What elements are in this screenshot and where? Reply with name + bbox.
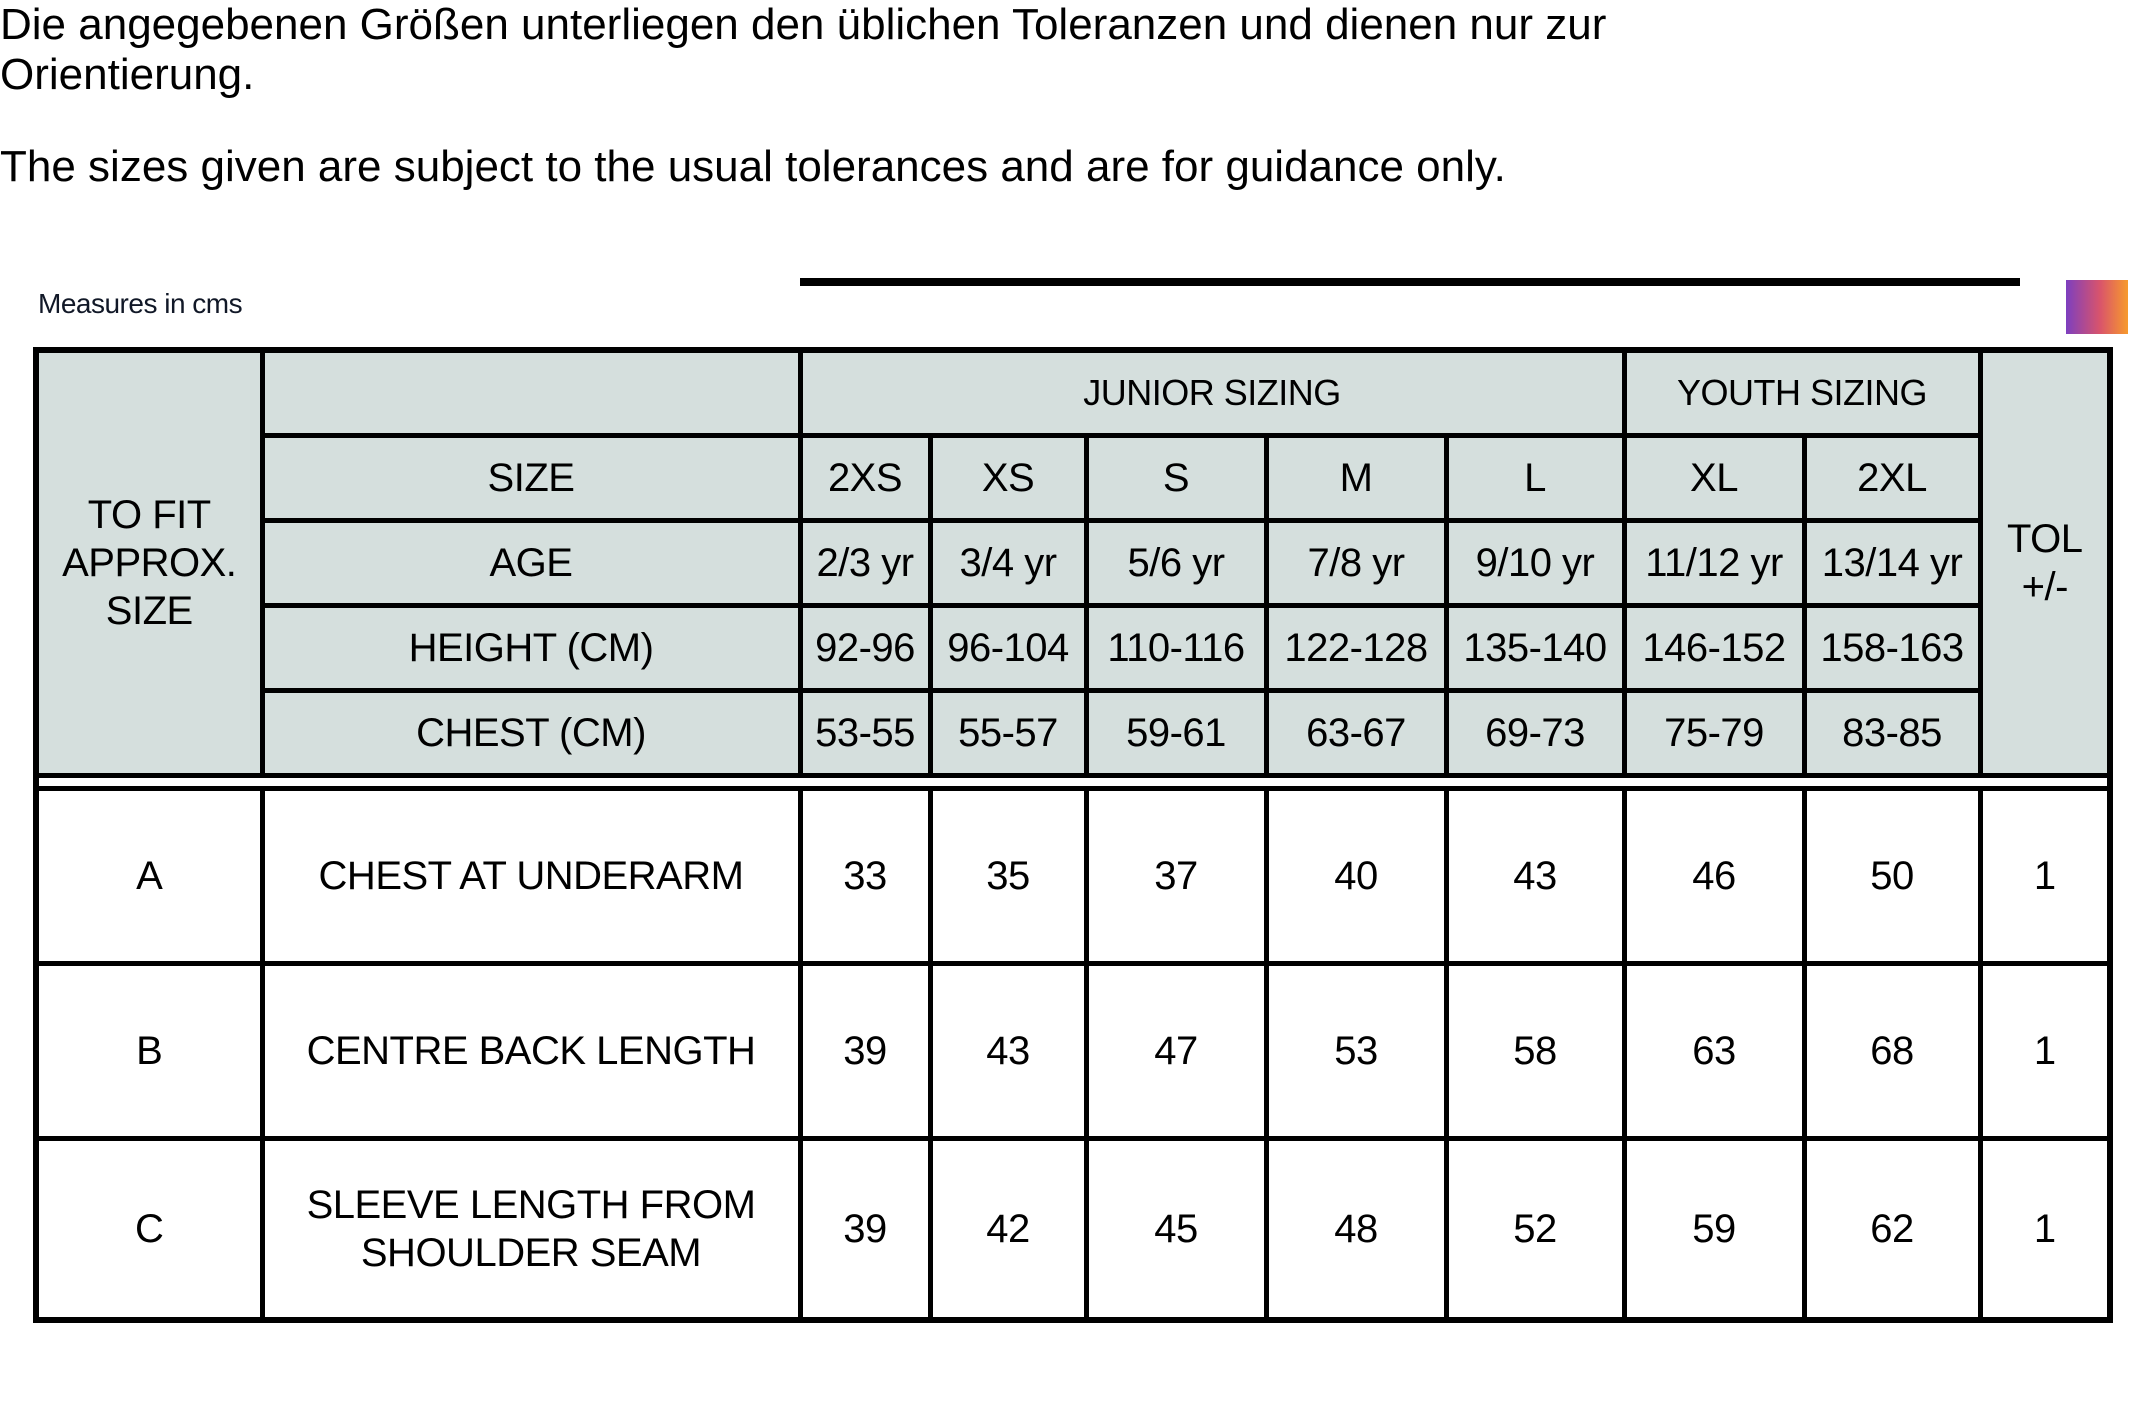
- measurement-cell: 68: [1804, 964, 1980, 1139]
- table-row: [36, 789, 2110, 964]
- height-cell: 158-163: [1804, 606, 1980, 691]
- row-code: C: [36, 1139, 262, 1321]
- age-row: [36, 521, 2110, 606]
- size-cell: 2XS: [800, 436, 930, 521]
- size-row: [36, 436, 2110, 521]
- table-row: [36, 964, 2110, 1139]
- measurement-cell: 52: [1446, 1139, 1624, 1321]
- height-row: [36, 606, 2110, 691]
- chest-row: [36, 691, 2110, 776]
- table-row: [36, 1139, 2110, 1321]
- measurement-cell: 58: [1446, 964, 1624, 1139]
- height-cell: 122-128: [1266, 606, 1446, 691]
- size-table: [33, 347, 2113, 1323]
- measures-label: Measures in cms: [38, 288, 243, 319]
- header-row-groups: [36, 350, 2110, 436]
- brand-swatch: [2066, 280, 2128, 334]
- intro-text-en: The sizes given are subject to the usual tolerances and are for guidance only.: [0, 142, 1506, 191]
- age-cell: 11/12 yr: [1624, 521, 1804, 606]
- size-cell: L: [1446, 436, 1624, 521]
- age-cell: 5/6 yr: [1086, 521, 1266, 606]
- to-fit-label: TO FIT APPROX. SIZE: [36, 350, 262, 776]
- intro-text: [0, 0, 1800, 192]
- measurement-cell: 35: [930, 789, 1086, 964]
- measurement-cell: 39: [800, 1139, 930, 1321]
- measurement-cell: 43: [1446, 789, 1624, 964]
- age-cell: 2/3 yr: [800, 521, 930, 606]
- row-description: CHEST AT UNDERARM: [262, 789, 800, 964]
- measurement-cell: 50: [1804, 789, 1980, 964]
- measurement-cell: 48: [1266, 1139, 1446, 1321]
- chest-cell: 69-73: [1446, 691, 1624, 776]
- measurement-cell: 43: [930, 964, 1086, 1139]
- measurement-cell: 40: [1266, 789, 1446, 964]
- tolerance-cell: 1: [1980, 789, 2110, 964]
- intro-text-de: Die angegebenen Größen unterliegen den üblichen Toleranzen und dienen nur zur Orientierung.: [0, 0, 1607, 99]
- tolerance-cell: 1: [1980, 964, 2110, 1139]
- row-description: CENTRE BACK LENGTH: [262, 964, 800, 1139]
- height-row-label: HEIGHT (CM): [262, 606, 800, 691]
- chest-cell: 59-61: [1086, 691, 1266, 776]
- size-cell: M: [1266, 436, 1446, 521]
- height-cell: 146-152: [1624, 606, 1804, 691]
- measurement-cell: 53: [1266, 964, 1446, 1139]
- junior-sizing-label: JUNIOR SIZING: [800, 350, 1624, 436]
- measurement-cell: 47: [1086, 964, 1266, 1139]
- height-cell: 92-96: [800, 606, 930, 691]
- height-cell: 110-116: [1086, 606, 1266, 691]
- chest-cell: 55-57: [930, 691, 1086, 776]
- measurement-cell: 37: [1086, 789, 1266, 964]
- age-cell: 9/10 yr: [1446, 521, 1624, 606]
- measurement-cell: 42: [930, 1139, 1086, 1321]
- header-blank-cell: [262, 350, 800, 436]
- size-cell: S: [1086, 436, 1266, 521]
- measurement-cell: 63: [1624, 964, 1804, 1139]
- header-separator: [36, 776, 2110, 789]
- size-cell: XL: [1624, 436, 1804, 521]
- tolerance-cell: 1: [1980, 1139, 2110, 1321]
- measurement-cell: 46: [1624, 789, 1804, 964]
- chest-row-label: CHEST (CM): [262, 691, 800, 776]
- measurement-cell: 45: [1086, 1139, 1266, 1321]
- size-row-label: SIZE: [262, 436, 800, 521]
- measurement-cell: 33: [800, 789, 930, 964]
- youth-sizing-label: YOUTH SIZING: [1624, 350, 1980, 436]
- chest-cell: 53-55: [800, 691, 930, 776]
- tolerance-label: TOL +/-: [1980, 350, 2110, 776]
- age-cell: 13/14 yr: [1804, 521, 1980, 606]
- row-code: A: [36, 789, 262, 964]
- chest-cell: 83-85: [1804, 691, 1980, 776]
- size-cell: 2XL: [1804, 436, 1980, 521]
- row-code: B: [36, 964, 262, 1139]
- age-cell: 3/4 yr: [930, 521, 1086, 606]
- chest-cell: 75-79: [1624, 691, 1804, 776]
- age-cell: 7/8 yr: [1266, 521, 1446, 606]
- header-rule: [800, 278, 2020, 286]
- chest-cell: 63-67: [1266, 691, 1446, 776]
- measurement-cell: 59: [1624, 1139, 1804, 1321]
- height-cell: 135-140: [1446, 606, 1624, 691]
- size-cell: XS: [930, 436, 1086, 521]
- age-row-label: AGE: [262, 521, 800, 606]
- height-cell: 96-104: [930, 606, 1086, 691]
- row-description: SLEEVE LENGTH FROM SHOULDER SEAM: [262, 1139, 800, 1321]
- measurement-cell: 62: [1804, 1139, 1980, 1321]
- measurement-cell: 39: [800, 964, 930, 1139]
